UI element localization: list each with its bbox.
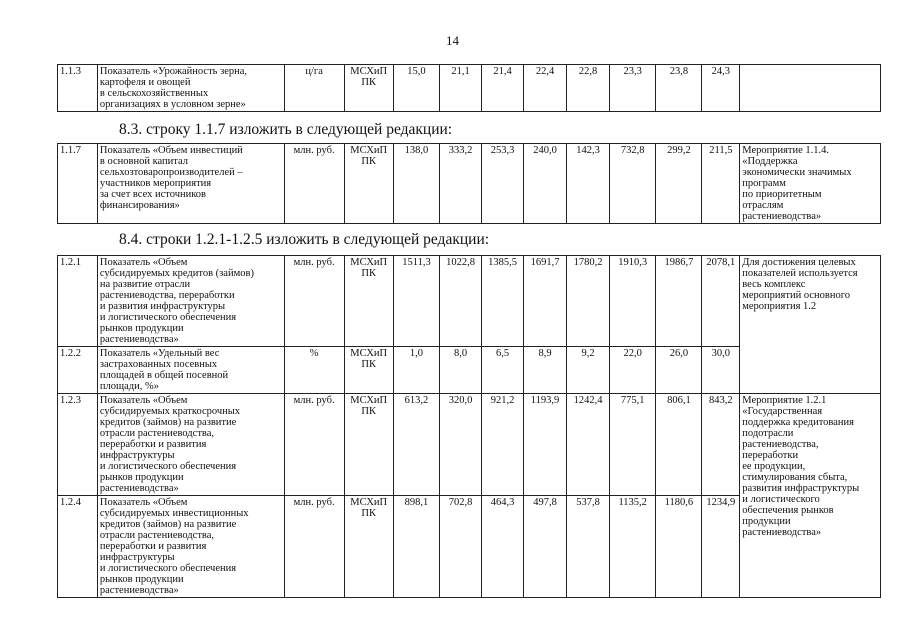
value-cell: 211,5 xyxy=(702,144,740,224)
table-row xyxy=(58,65,881,112)
page-number: 14 xyxy=(446,33,459,48)
value-cell: 1135,2 xyxy=(610,496,656,598)
value-cell: 1691,7 xyxy=(524,256,567,347)
value-cell: 1180,6 xyxy=(656,496,702,598)
value-cell: 22,0 xyxy=(610,347,656,394)
value-cell: 9,2 xyxy=(567,347,610,394)
value-cell: 299,2 xyxy=(656,144,702,224)
row-agency: МСХиП ПК xyxy=(344,347,393,394)
value-cell: 2078,1 xyxy=(702,256,740,347)
value-cell: 1193,9 xyxy=(524,394,567,496)
row-note: Для достижения целевых показателей используется весь комплекс мероприятий основного мероприятия 1.2 xyxy=(740,256,881,394)
value-cell: 1910,3 xyxy=(610,256,656,347)
value-cell: 898,1 xyxy=(393,496,439,598)
row-name: Показатель «Объем субсидируемых инвестиционных кредитов (займов) на развитие отрасли растениеводства, переработки и развития инфраструктуры и логистического обеспечения рынков продукции растениеводства» xyxy=(97,496,284,598)
value-cell: 806,1 xyxy=(656,394,702,496)
table-row xyxy=(58,394,881,496)
row-unit: млн. руб. xyxy=(284,394,344,496)
value-cell: 1242,4 xyxy=(567,394,610,496)
value-cell: 15,0 xyxy=(393,65,439,112)
value-cell: 1,0 xyxy=(393,347,439,394)
value-cell: 138,0 xyxy=(393,144,439,224)
row-unit: млн. руб. xyxy=(284,256,344,347)
value-cell: 1511,3 xyxy=(393,256,439,347)
value-cell: 1385,5 xyxy=(482,256,524,347)
value-cell: 8,9 xyxy=(524,347,567,394)
row-note xyxy=(740,65,881,112)
value-cell: 21,4 xyxy=(482,65,524,112)
table-row xyxy=(58,256,881,347)
value-cell: 1022,8 xyxy=(440,256,482,347)
value-cell: 1234,9 xyxy=(702,496,740,598)
value-cell: 732,8 xyxy=(610,144,656,224)
value-cell: 142,3 xyxy=(567,144,610,224)
row-note: Мероприятие 1.1.4. «Поддержка экономически значимых программ по приоритетным отраслям растениеводства» xyxy=(740,144,881,224)
value-cell: 23,8 xyxy=(656,65,702,112)
section-heading-8-4: 8.4. строки 1.2.1-1.2.5 изложить в следующей редакции: xyxy=(119,231,490,248)
row-unit: ц/га xyxy=(284,65,344,112)
value-cell: 843,2 xyxy=(702,394,740,496)
row-agency: МСХиП ПК xyxy=(344,65,393,112)
row-agency: МСХиП ПК xyxy=(344,144,393,224)
table-top xyxy=(57,64,881,112)
row-name: Показатель «Удельный вес застрахованных посевных площадей в общей посевной площади, %» xyxy=(97,347,284,394)
row-agency: МСХиП ПК xyxy=(344,496,393,598)
value-cell: 320,0 xyxy=(440,394,482,496)
row-unit: млн. руб. xyxy=(284,496,344,598)
value-cell: 537,8 xyxy=(567,496,610,598)
row-name: Показатель «Урожайность зерна, картофеля и овощей в сельскохозяйственных организациях в условном зерне» xyxy=(97,65,284,112)
value-cell: 26,0 xyxy=(656,347,702,394)
row-code: 1.2.2 xyxy=(58,347,98,394)
row-unit: % xyxy=(284,347,344,394)
value-cell: 22,4 xyxy=(524,65,567,112)
value-cell: 240,0 xyxy=(524,144,567,224)
row-name: Показатель «Объем субсидируемых краткосрочных кредитов (займов) на развитие отрасли растениеводства, переработки и развития инфраструктуры и логистического обеспечения рынков продукции растениеводства» xyxy=(97,394,284,496)
row-code: 1.2.1 xyxy=(58,256,98,347)
row-unit: млн. руб. xyxy=(284,144,344,224)
value-cell: 6,5 xyxy=(482,347,524,394)
value-cell: 464,3 xyxy=(482,496,524,598)
value-cell: 497,8 xyxy=(524,496,567,598)
value-cell: 613,2 xyxy=(393,394,439,496)
table-bottom xyxy=(57,255,881,598)
table-row xyxy=(58,144,881,224)
row-agency: МСХиП ПК xyxy=(344,394,393,496)
value-cell: 24,3 xyxy=(702,65,740,112)
value-cell: 8,0 xyxy=(440,347,482,394)
value-cell: 21,1 xyxy=(440,65,482,112)
section-heading-8-3: 8.3. строку 1.1.7 изложить в следующей редакции: xyxy=(119,121,453,138)
row-name: Показатель «Объем инвестиций в основной капитал сельхозтоваропроизводителей – участников мероприятия за счет всех источников финансирования» xyxy=(97,144,284,224)
value-cell: 253,3 xyxy=(482,144,524,224)
value-cell: 22,8 xyxy=(567,65,610,112)
value-cell: 921,2 xyxy=(482,394,524,496)
row-code: 1.1.3 xyxy=(58,65,98,112)
row-code: 1.2.4 xyxy=(58,496,98,598)
row-agency: МСХиП ПК xyxy=(344,256,393,347)
value-cell: 1986,7 xyxy=(656,256,702,347)
value-cell: 30,0 xyxy=(702,347,740,394)
value-cell: 1780,2 xyxy=(567,256,610,347)
value-cell: 333,2 xyxy=(440,144,482,224)
row-code: 1.1.7 xyxy=(58,144,98,224)
value-cell: 775,1 xyxy=(610,394,656,496)
table-mid xyxy=(57,143,881,224)
row-note: Мероприятие 1.2.1 «Государственная поддержка кредитования подотрасли растениеводства, переработки ее продукции, стимулирования сбыта, развития инфраструктуры и логистического обеспечения рынков продукции растениеводства» xyxy=(740,394,881,598)
row-name: Показатель «Объем субсидируемых кредитов (займов) на развитие отрасли растениеводства, переработки и развития инфраструктуры и логистического обеспечения рынков продукции растениеводства» xyxy=(97,256,284,347)
value-cell: 23,3 xyxy=(610,65,656,112)
row-code: 1.2.3 xyxy=(58,394,98,496)
value-cell: 702,8 xyxy=(440,496,482,598)
